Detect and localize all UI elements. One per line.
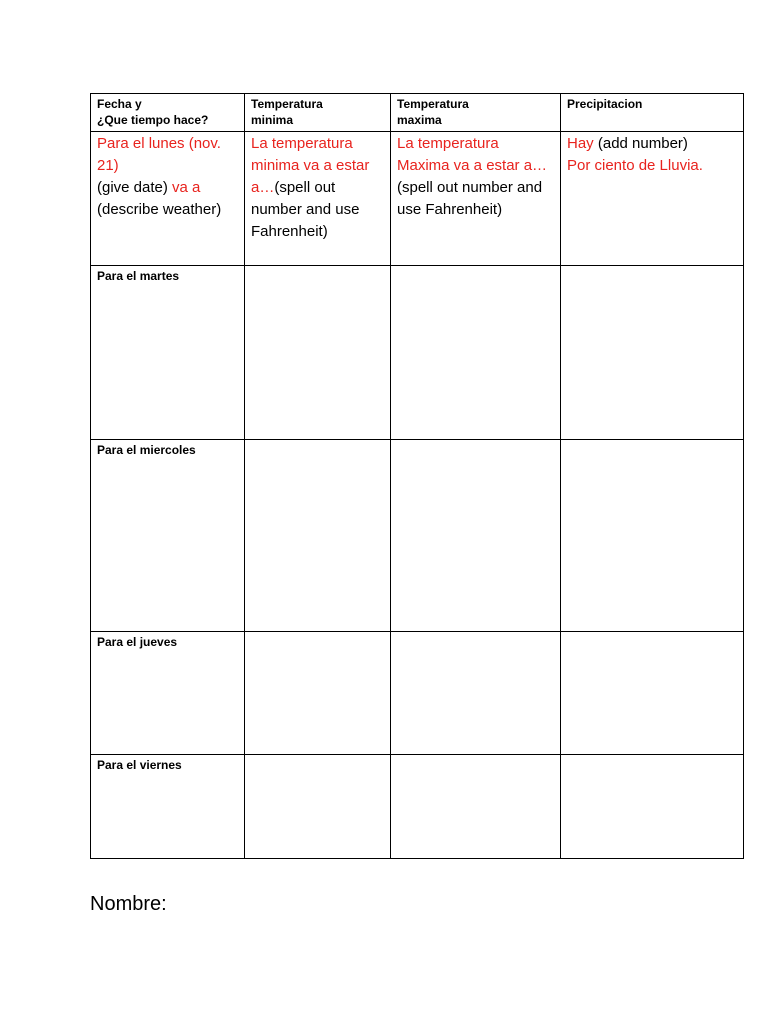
header-temp-max-line1: Temperatura	[397, 97, 469, 111]
day-label: Para el martes	[91, 266, 245, 440]
example-max-instructions: (spell out number and use Fahrenheit)	[397, 179, 543, 218]
example-fecha-red: Para el lunes (nov. 21)	[97, 135, 221, 174]
example-precip-lluvia: Por ciento de Lluvia.	[567, 157, 703, 174]
example-max-red: La temperatura Maxima va a estar a…	[397, 135, 548, 174]
blank-cell[interactable]	[561, 440, 744, 632]
header-temp-min	[245, 94, 391, 132]
example-temp-max-cell	[391, 132, 561, 266]
header-temp-min-line1: Temperatura	[251, 97, 323, 111]
example-temp-min-cell	[245, 132, 391, 266]
header-temp-max-line2: maxima	[397, 113, 442, 127]
blank-cell[interactable]	[245, 632, 391, 755]
blank-cell[interactable]	[391, 632, 561, 755]
blank-cell[interactable]	[245, 266, 391, 440]
header-row	[91, 94, 744, 132]
table-row	[91, 755, 744, 859]
header-temp-min-line2: minima	[251, 113, 294, 127]
blank-cell[interactable]	[561, 632, 744, 755]
day-label: Para el viernes	[91, 755, 245, 859]
header-fecha-line1: Fecha y	[97, 97, 142, 111]
header-fecha	[91, 94, 245, 132]
header-precipitacion	[561, 94, 744, 132]
nombre-label: Nombre:	[90, 893, 167, 915]
table-row	[91, 632, 744, 755]
example-row	[91, 132, 744, 266]
blank-cell[interactable]	[391, 755, 561, 859]
example-precip-hay: Hay	[567, 135, 594, 152]
header-fecha-line2: ¿Que tiempo hace?	[97, 113, 209, 127]
blank-cell[interactable]	[561, 755, 744, 859]
example-fecha-cell	[91, 132, 245, 266]
example-fecha-give-date: (give date)	[97, 179, 168, 196]
example-min-red: La temperatura minima va a estar a…	[251, 135, 370, 196]
table-row	[91, 440, 744, 632]
weather-forecast-table	[90, 93, 744, 859]
example-fecha-va-a: va a	[172, 179, 201, 196]
day-label: Para el jueves	[91, 632, 245, 755]
example-precip-cell	[561, 132, 744, 266]
blank-cell[interactable]	[391, 440, 561, 632]
example-min-instructions: (spell out number and use Fahrenheit)	[251, 179, 360, 240]
table-row	[91, 266, 744, 440]
blank-cell[interactable]	[561, 266, 744, 440]
example-precip-add-number: (add number)	[597, 135, 688, 152]
blank-cell[interactable]	[391, 266, 561, 440]
example-fecha-describe: (describe weather)	[97, 201, 222, 218]
blank-cell[interactable]	[245, 440, 391, 632]
blank-cell[interactable]	[245, 755, 391, 859]
header-temp-max	[391, 94, 561, 132]
day-label: Para el miercoles	[91, 440, 245, 632]
header-precipitacion-label: Precipitacion	[567, 97, 643, 111]
